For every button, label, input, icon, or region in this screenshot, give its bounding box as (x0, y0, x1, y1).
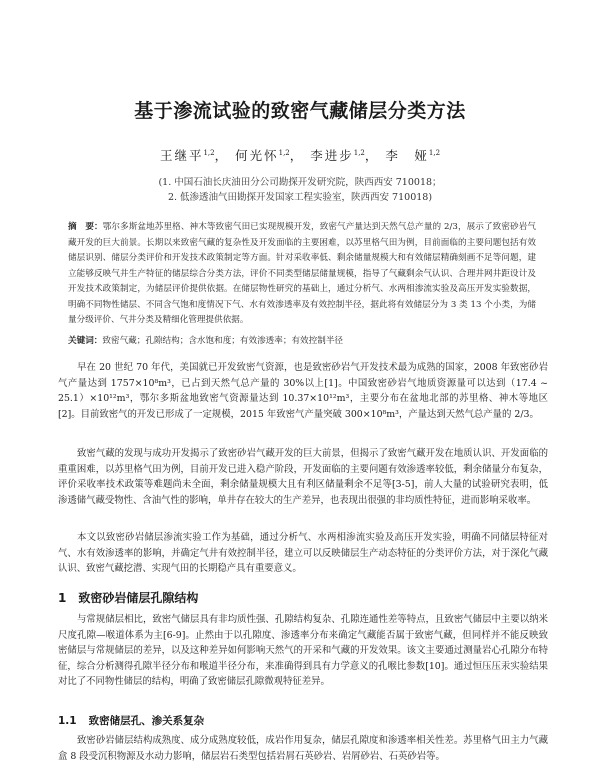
body-paragraph: 致密砂岩储层结构成熟度、成分成熟度较低，成岩作用复杂，储层孔隙度和渗透率相关性差。苏里格气田主力气藏盒 8 段受沉积物源及水动力影响，储层岩石类型包括岩屑石英砂岩、岩屑砂岩、石英砂岩等。 (58, 735, 548, 762)
keywords-label: 关键词： (68, 336, 103, 346)
subsection-number: 1.1 (58, 715, 77, 727)
author-name: 李进步 (310, 148, 354, 163)
keywords-text: 致密气藏；孔隙结构；含水饱和度；有效渗透率；有效控制半径 (102, 336, 344, 346)
section-title: 致密砂岩储层孔隙结构 (78, 591, 199, 605)
body-paragraph: 致密气藏的发现与成功开发揭示了致密砂岩气藏开发的巨大前景，但揭示了致密气藏开发在地质认识、开发面临的重重困难，以苏里格气田为例，目前开发已进入稳产阶段，开发面临的主要问题有效渗透率较低，剩余储量分布复杂，评价采收率技术政策等难题尚未全面，剩余储量规模大且有利区储量剩余不足等[3-5]，前人大量的试验研究表明，低渗透储气藏受物性、含油气性的影响，单井存在较大的生产差异，也表现出很强的非均质性特征，进而影响采收率。 (58, 448, 548, 506)
abstract-label: 摘 要： (68, 222, 103, 232)
author-name: 何光怀 (235, 148, 279, 163)
paper-title: 基于渗流试验的致密气藏储层分类方法 (134, 100, 466, 122)
author-affil-sup: 1,2 (353, 148, 365, 157)
author-name: 李 娅 (385, 148, 429, 163)
author-affil-sup: 1,2 (203, 148, 215, 157)
section-heading (58, 589, 198, 606)
author-name: 王继平 (159, 148, 204, 163)
section-number: 1 (58, 591, 67, 605)
subsection-heading (58, 713, 204, 728)
body-paragraph: 本文以致密砂岩储层渗流实验工作为基础，通过分析气、水两相渗流实验及高压开发实验，明确不同储层特征对气、水有效渗透率的影响，并确定气井有效控制半径，建立可以反映储层生产动态特征的分类评价方法，对于深化气藏认识、致密气藏挖潜、实现气田的长期稳产具有重要意义。 (58, 532, 548, 575)
abstract (68, 220, 536, 329)
author-affil-sup: 1,2 (428, 148, 441, 157)
body-paragraph: 与常规储层相比，致密气储层具有非均质性强、孔隙结构复杂、孔隙连通性差等特点，且致密气储层中主要以纳米尺度孔隙—喉道体系为主[6-9]。止然由于以孔隙度、渗透率分布来确定气藏能否属于致密气藏，但同样并不能反映致密储层与常规储层的差异，以及这种差异如何影响天然气的开采和气藏的开发效果。该文主要通过测量岩心孔隙分布特征，综合分析测得孔隙半径分布和喉道半径分布，来准确得到具有力学意义的孔喉比参数[10]。通过恒压压汞实验结果对比了不同物性储层的结构，明确了致密储层孔隙微观特征差异。 (58, 614, 548, 688)
affiliation-line: 2. 低渗透油气田勘探开发国家工程实验室，陕西西安 710018) (167, 192, 433, 203)
abstract-text: 鄂尔多斯盆地苏里格、神木等致密气田已实现规模开发，致密气产量达到天然气总产量的 2/3，展示了致密砂岩气藏开发的巨大前景。长期以来致密气藏的复杂性及开发面临的主要困难，以苏里格气田为例，目前面临的主要问题包括有效储层识别、储层分类评价和开发技术政策制定等方面。针对采收率低、剩余储量规模大和有效储层精确刻画不足等问题，建立能够反映气井生产特征的储层综合分类方法，评价不同类型储层储量规模，指导了气藏剩余气认识、合理井网井距设计及开发技术政策制定，为储层评价提供依据。在储层物性研究的基础上，通过分析气、水两相渗流实验及高压开发实验数据，明确不同物性储层、不同含气饱和度情况下气、水有效渗透率及有效控制半径，据此将有效储层分为 3 类 13 个小类，为储量分级评价、气井分类及精细化管理提供依据。 (68, 222, 536, 325)
affiliation-line: (1. 中国石油长庆油田分公司勘探开发研究院，陕西西安 710018； (158, 177, 442, 188)
keywords (68, 334, 536, 346)
subsection-title: 致密储层孔、渗关系复杂 (88, 715, 205, 727)
author-affil-sup: 1,2 (278, 148, 290, 157)
body-paragraph: 早在 20 世纪 70 年代，美国就已开发致密气资源，也是致密砂岩气开发技术最为成熟的国家，2008 年致密砂岩气产量达到 1757×10⁸m³，已占到天然气总产量的 30%以上[1]。中国致密砂岩气地质资源量可以达到（17.4 ~ 25.1）×10¹²m³，鄂尔多斯盆地致密气资源量达到 10.37×10¹²m³，主要分布在盆地北部的苏里格、神木等地区[2]。目前致密气的开发已形成了一定规模，2015 年致密气产量突破 300×10⁸m³，产量达到天然气总产量的 2/3。 (58, 362, 548, 420)
author-list: 王继平$^{1,2}$， 何光怀$^{1,2}$， 李进步$^{1,2}$， 李 娅$^{1,2}$ (159, 148, 441, 163)
